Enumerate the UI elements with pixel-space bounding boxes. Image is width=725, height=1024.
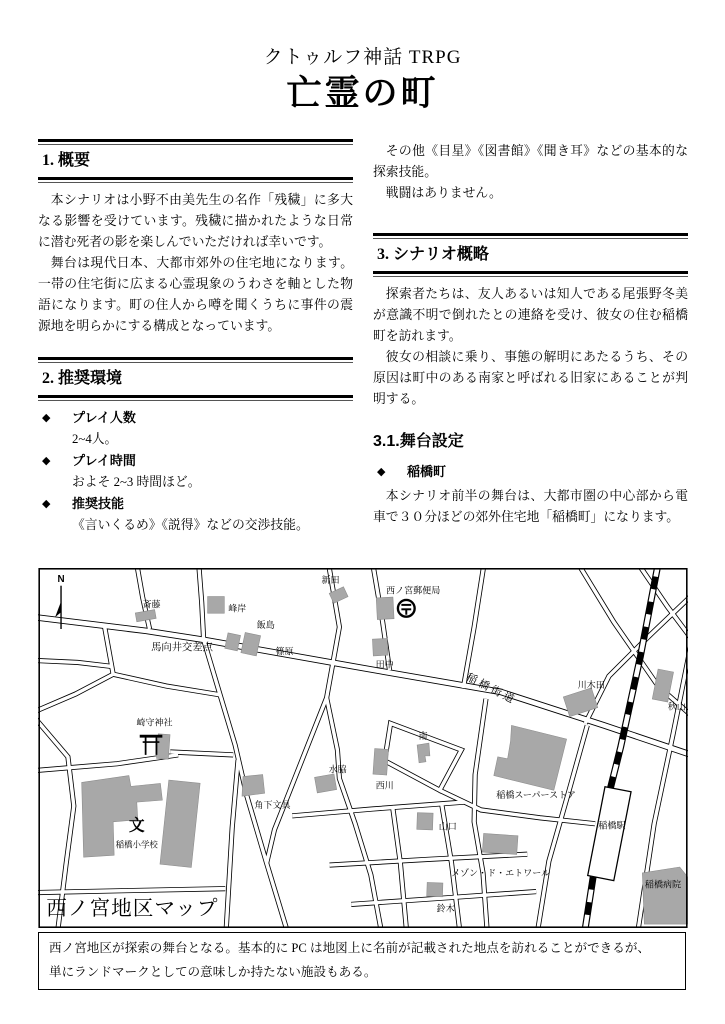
map-label-maison: メゾン・ド・エトワール	[451, 867, 551, 878]
overview-paragraph-2: 舞台は現代日本、大都市郊外の住宅地になります。一帯の住宅街に広まる心霊現象のうわさを軸とした物語になります。町の住人から噂を聞くうちに事件の震源地を明らかにする構成となっています。	[38, 256, 353, 333]
building-hospital	[642, 867, 687, 924]
building-maison	[482, 833, 518, 854]
building-kakushita-bungu	[242, 775, 265, 797]
map-label-kawakida: 川木田	[577, 680, 605, 690]
building-yamaguchi	[417, 813, 433, 830]
left-column	[38, 139, 353, 536]
map-label-tanaka: 田中	[375, 659, 394, 670]
section-heading-outline: 3. シナリオ概略	[377, 246, 489, 263]
section-heading-overview: 1. 概要	[42, 152, 91, 169]
map-label-shinohara: 篠原	[275, 646, 294, 657]
section-rule	[373, 233, 688, 239]
map-label-kakushita: 角下文具	[254, 800, 291, 810]
map-label-nitta: 新田	[321, 574, 340, 585]
map-label-station: 稲橋駅	[598, 820, 626, 831]
map-label-suzuki: 鈴木	[436, 903, 455, 914]
section-rule	[373, 271, 688, 277]
map-label-yamaguchi: 山口	[438, 821, 457, 832]
series-title: クトゥルフ神話 TRPG	[263, 47, 462, 68]
list-item	[38, 450, 353, 493]
map-label-saito: 斎藤	[142, 599, 161, 610]
diamond-bullet-icon: ◆	[42, 497, 51, 510]
post-office-icon	[398, 600, 415, 617]
section-rule	[38, 395, 353, 401]
spec-detail: およそ 2~3 時間ほど。	[72, 475, 201, 489]
diamond-bullet-icon: ◆	[42, 454, 51, 467]
outline-paragraph-1: 探索者たちは、友人あるいは知人である尾張野冬美が意識不明で倒れたとの連絡を受け、彼女の住む稲橋町を訪れます。	[373, 287, 688, 343]
map-svg	[38, 568, 688, 928]
diamond-bullet-icon: ◆	[377, 465, 386, 478]
map-label-post-office: 西ノ宮郵便局	[386, 585, 441, 596]
stage-bullet-row	[373, 461, 688, 483]
section-rule	[38, 139, 353, 145]
caption-line-2: 単にランドマークとしての意味しか持たない施設もある。	[49, 965, 377, 979]
map-label-map-title: 西ノ宮地区マップ	[46, 897, 219, 921]
environment-cont-paragraph: その他《目星》《図書館》《聞き耳》などの基本的な探索技能。	[373, 144, 688, 179]
map-label-minegishi: 峰岸	[228, 603, 247, 614]
section-heading-environment: 2. 推奨環境	[42, 370, 123, 387]
section-rule	[38, 177, 353, 183]
building-suzuki	[427, 882, 443, 896]
building-nishikawa	[373, 749, 389, 775]
spec-detail: 《言いくるめ》《説得》などの交渉技能。	[72, 518, 309, 532]
map-label-akiyama: 秋山	[667, 701, 686, 712]
map-label-sakimori-jinja: 崎守神社	[136, 717, 173, 728]
district-map	[38, 568, 688, 928]
list-item	[38, 493, 353, 536]
right-column	[373, 139, 688, 528]
spacer	[373, 204, 688, 233]
spacer	[38, 337, 353, 357]
section-rule	[38, 357, 353, 363]
spec-label: プレイ時間	[72, 453, 136, 468]
subsection-heading-stage: 3.1.舞台設定	[373, 433, 464, 450]
building-mizuwaki	[315, 774, 337, 793]
outline-paragraph-2: 彼女の相談に乗り、事態の解明にあたるうち、その原因は町中のある南家と呼ばれる旧家にあることが判明する。	[373, 350, 688, 406]
map-label-hospital: 稲橋病院	[644, 879, 682, 890]
building-post-office	[376, 597, 394, 619]
diamond-bullet-icon: ◆	[42, 411, 51, 424]
building-tanaka	[372, 638, 388, 655]
environment-cont-paragraph-2: 戦闘はありません。	[385, 186, 502, 200]
stage-paragraph: 本シナリオ前半の舞台は、大都市圏の中心部から電車で３０分ほどの郊外住宅地「稲橋町」になります。	[373, 489, 688, 524]
map-label-mizuwaki: 水脇	[328, 764, 347, 775]
page-title: 亡霊の町	[286, 74, 439, 113]
overview-paragraph-1: 本シナリオは小野不由美先生の名作「残穢」に多大なる影響を受けています。残穢に描かれたような日常に潜む死者の影を楽しんでいただければ幸いです。	[38, 193, 353, 249]
map-label-mukai-kosaten: 馬向井交差点	[151, 642, 213, 654]
list-item	[38, 407, 353, 450]
spacer	[373, 410, 688, 431]
environment-list	[38, 407, 353, 536]
map-label-school-mark: 文	[128, 817, 145, 835]
map-label-superstore: 稲橋スーパーストア	[496, 790, 576, 801]
map-label-nishikawa: 西川	[375, 780, 394, 791]
spec-label: プレイ人数	[72, 410, 136, 425]
caption-line-1: 西ノ宮地区が探索の舞台となる。基本的に PC は地図上に名前が記載された地点を訪れることができるが、	[49, 941, 651, 955]
map-label-school: 稲橋小学校	[115, 839, 158, 850]
stage-bullet-label: 稲橋町	[407, 464, 447, 479]
map-caption-box	[38, 932, 686, 990]
spec-label: 推奨技能	[72, 496, 125, 511]
spec-detail: 2~4人。	[72, 432, 118, 446]
map-label-north-mark: N	[57, 573, 65, 585]
building-minegishi	[208, 597, 225, 614]
map-label-minami: 南	[418, 731, 428, 742]
map-label-inahashi-kaido: 稲橋街道	[464, 671, 519, 708]
map-label-iijima: 飯島	[256, 620, 275, 630]
